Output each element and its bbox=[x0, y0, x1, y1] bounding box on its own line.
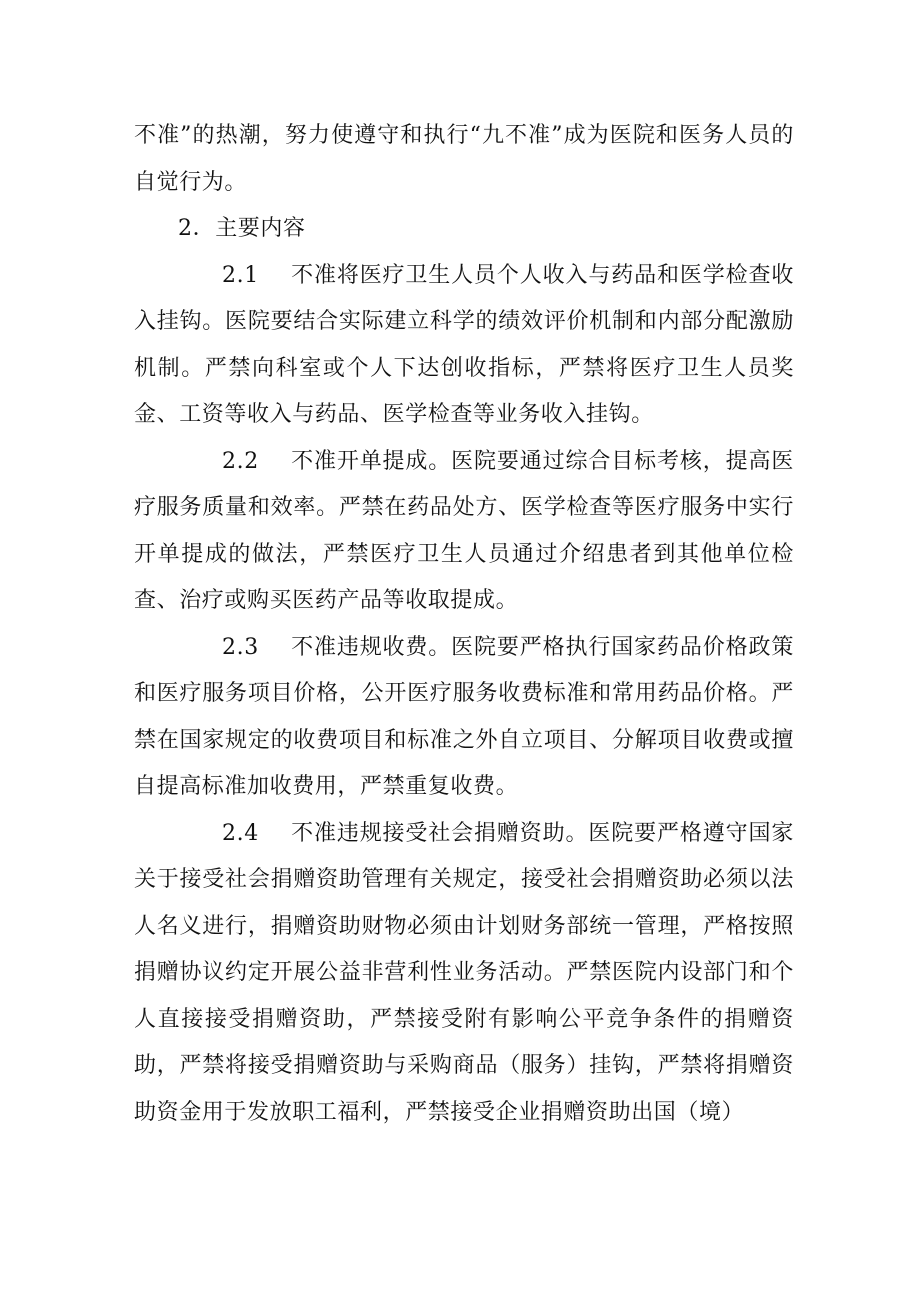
item-number: 2.4 bbox=[222, 820, 259, 846]
item-paragraph-2-4 bbox=[134, 811, 794, 1137]
item-paragraph-2-3 bbox=[134, 625, 794, 811]
item-number: 2.3 bbox=[222, 634, 259, 660]
item-text: 不准违规接受社会捐赠资助。医院要严格遵守国家关于接受社会捐赠资助管理有关规定，接受社会捐赠资助必须以法人名义进行，捐赠资助财物必须由计划财务部统一管理，严格按照捐赠协议约定开展公益非营利性业务活动。严禁医院内设部门和个人直接接受捐赠资助，严禁接受附有影响公平竞争条件的捐赠资助，严禁将接受捐赠资助与采购商品（服务）挂钩，严禁将捐赠资助资金用于发放职工福利，严禁接受企业捐赠资助出国（境） bbox=[134, 820, 794, 1125]
document-body bbox=[134, 113, 794, 1136]
item-number: 2.2 bbox=[222, 448, 259, 474]
item-paragraph-2-1 bbox=[134, 253, 794, 439]
section-heading: 2．主要内容 bbox=[178, 216, 306, 241]
item-number: 2.1 bbox=[222, 262, 259, 288]
item-text: 不准违规收费。医院要严格执行国家药品价格政策和医疗服务项目价格，公开医疗服务收费标准和常用药品价格。严禁在国家规定的收费项目和标准之外自立项目、分解项目收费或擅自提高标准加收费用，严禁重复收费。 bbox=[134, 634, 794, 799]
intro-continuation-paragraph: 不准”的热潮，努力使遵守和执行“九不准”成为医院和医务人员的自觉行为。 bbox=[134, 123, 794, 195]
item-text: 不准开单提成。医院要通过综合目标考核，提高医疗服务质量和效率。严禁在药品处方、医学检查等医疗服务中实行开单提成的做法，严禁医疗卫生人员通过介绍患者到其他单位检查、治疗或购买医药产品等收取提成。 bbox=[134, 448, 794, 613]
item-paragraph-2-2 bbox=[134, 439, 794, 625]
item-text: 不准将医疗卫生人员个人收入与药品和医学检查收入挂钩。医院要结合实际建立科学的绩效评价机制和内部分配激励机制。严禁向科室或个人下达创收指标，严禁将医疗卫生人员奖金、工资等收入与药品、医学检查等业务收入挂钩。 bbox=[134, 262, 794, 427]
